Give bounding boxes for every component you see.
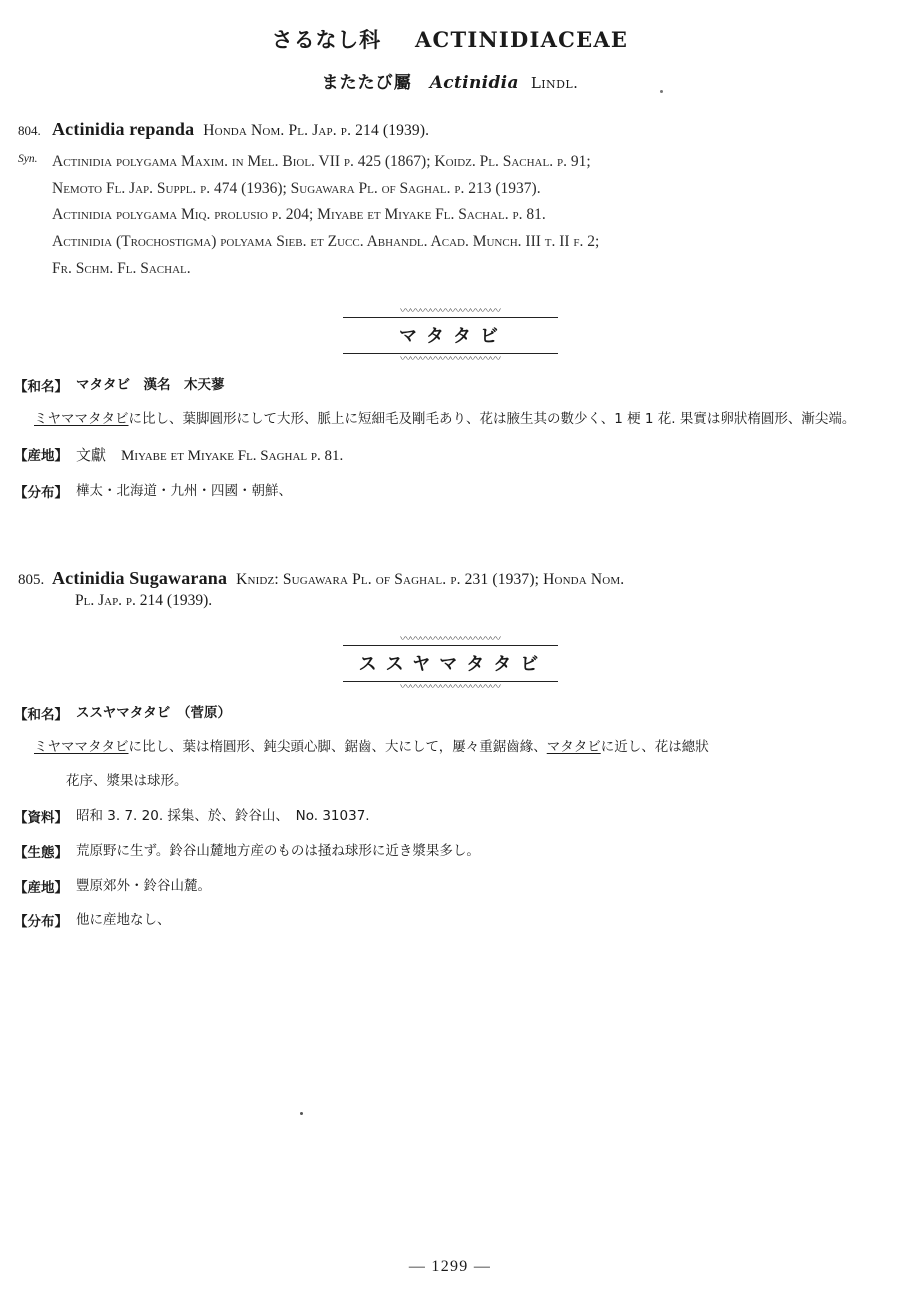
- field-row-locality: [0, 875, 900, 899]
- species-description: [0, 734, 900, 760]
- field-value: 文獻 Miyabe et Miyake Fl. Saghal p. 81.: [76, 448, 344, 465]
- banner-rule-top: [343, 317, 558, 318]
- description-text: に比し、葉は楕圓形、鈍尖頭心脚、鋸齒、大にして，屢々重鋸齒緣、: [128, 738, 547, 755]
- description-underlined-term: ミヤママタタビ: [34, 738, 129, 755]
- wave-rule-bottom: 〰〰〰〰〰〰〰〰〰〰: [400, 356, 500, 364]
- field-value: マタタビ 漢名 木天蓼: [76, 377, 225, 394]
- genus-name-jp: またたび屬: [321, 73, 412, 93]
- page-number: — 1299 —: [408, 1258, 492, 1275]
- field-tag: 【和名】: [14, 379, 68, 396]
- document-page: [0, 24, 900, 1290]
- banner-rule-bottom: [343, 681, 558, 682]
- wave-rule-bottom: 〰〰〰〰〰〰〰〰〰〰: [400, 684, 500, 692]
- species-name: Actinidia Sugawarana: [52, 568, 228, 589]
- field-row-wamei: [0, 702, 900, 726]
- description-text-2: に近し、花は總狀: [600, 738, 709, 755]
- japanese-name-banner: [343, 636, 558, 691]
- wave-rule-top: 〰〰〰〰〰〰〰〰〰〰: [400, 636, 500, 644]
- ink-speck: [660, 90, 663, 93]
- field-tag: 【分布】: [14, 914, 68, 931]
- field-value: 樺太・北海道・九州・四國・朝鮮、: [76, 483, 292, 500]
- banner-rule-bottom: [343, 353, 558, 354]
- species-description: [0, 406, 900, 432]
- entry-number: 804.: [18, 123, 41, 138]
- field-row-distribution: [0, 909, 900, 933]
- banner-japanese-name: マタタビ: [399, 326, 507, 348]
- page-footer: [0, 1258, 900, 1276]
- synonym-line: Actinidia (Trochostigma) polyama Sieb. et Zucc. Abhandl. Acad. Munch. III t. II f. 2;: [52, 232, 600, 250]
- species-description-cont: 花序、漿果は球形。: [66, 773, 188, 790]
- ink-speck-lower: [300, 1112, 303, 1115]
- genus-author: Lindl.: [530, 74, 579, 92]
- field-row-ecology: [0, 840, 900, 864]
- field-tag: 【産地】: [14, 879, 68, 896]
- field-tag: 【資料】: [14, 810, 68, 827]
- family-heading: [0, 24, 900, 54]
- field-value: 昭和 3. 7. 20. 採集、於、鈴谷山、 No. 31037.: [76, 808, 370, 825]
- species-author-continuation: Pl. Jap. p. 214 (1939).: [75, 592, 213, 610]
- field-tag: 【和名】: [14, 707, 68, 724]
- genus-name-latin: Actinidia: [429, 73, 519, 93]
- species-entry-804: [0, 119, 900, 504]
- description-text: に比し、葉脚圓形にして大形、脈上に短細毛及剛毛あり、花は腋生其の數少く、1 梗 1 花. 果實は卵狀楕圓形、漸尖端。: [128, 410, 856, 427]
- entry-number: 805.: [18, 572, 45, 589]
- synonym-block: [0, 149, 900, 282]
- field-value: ススヤマタタビ （菅原）: [76, 705, 231, 722]
- banner-rule-top: [343, 645, 558, 646]
- species-heading-line: [0, 119, 900, 140]
- field-value: 豐原郊外・鈴谷山麓。: [76, 877, 211, 894]
- field-tag: 【生態】: [14, 844, 68, 861]
- field-value: 他に産地なし、: [76, 912, 171, 929]
- species-heading-line: [0, 568, 900, 589]
- wave-rule-top: 〰〰〰〰〰〰〰〰〰〰: [400, 308, 500, 316]
- species-entry-805: [0, 568, 900, 933]
- field-tag: 【産地】: [14, 448, 68, 465]
- species-name: Actinidia repanda: [52, 119, 195, 139]
- synonym-lines: [52, 149, 880, 282]
- field-row-wamei: [0, 374, 900, 398]
- species-author-citation: Knidz: Sugawara Pl. of Saghal. p. 231 (1937); Honda Nom.: [236, 571, 625, 589]
- description-underlined-term: ミヤママタタビ: [34, 410, 129, 427]
- synonym-line: Actinidia polygama Miq. prolusio p. 204; Miyabe et Miyake Fl. Sachal. p. 81.: [52, 206, 546, 224]
- banner-japanese-name: ススヤマタタビ: [358, 654, 548, 676]
- genus-heading: [0, 68, 900, 93]
- japanese-name-banner: [343, 308, 558, 363]
- description-underlined-term-2: マタタビ: [546, 738, 601, 755]
- synonym-label: Syn.: [18, 153, 38, 165]
- field-row-distribution: [0, 480, 900, 504]
- section-spacer: [0, 504, 900, 542]
- field-value: 荒原野に生ず。鈴谷山麓地方産のものは掻ね球形に近き漿果多し。: [76, 842, 480, 859]
- field-row-material: [0, 805, 900, 829]
- family-name-jp: さるなし科: [271, 27, 381, 52]
- field-tag: 【分布】: [14, 485, 68, 502]
- family-name-latin: ACTINIDIACEAE: [414, 27, 629, 52]
- field-row-locality: [0, 443, 900, 469]
- synonym-line: Nemoto Fl. Jap. Suppl. p. 474 (1936); Sugawara Pl. of Saghal. p. 213 (1937).: [52, 179, 541, 197]
- species-heading-body: [52, 568, 878, 589]
- species-heading-body: [52, 119, 878, 140]
- synonym-line: Actinidia polygama Maxim. in Mel. Biol. VII p. 425 (1867); Koidz. Pl. Sachal. p. 91;: [52, 153, 591, 170]
- species-author-citation: Honda Nom. Pl. Jap. p. 214 (1939).: [203, 122, 430, 139]
- synonym-line: Fr. Schm. Fl. Sachal.: [52, 259, 191, 277]
